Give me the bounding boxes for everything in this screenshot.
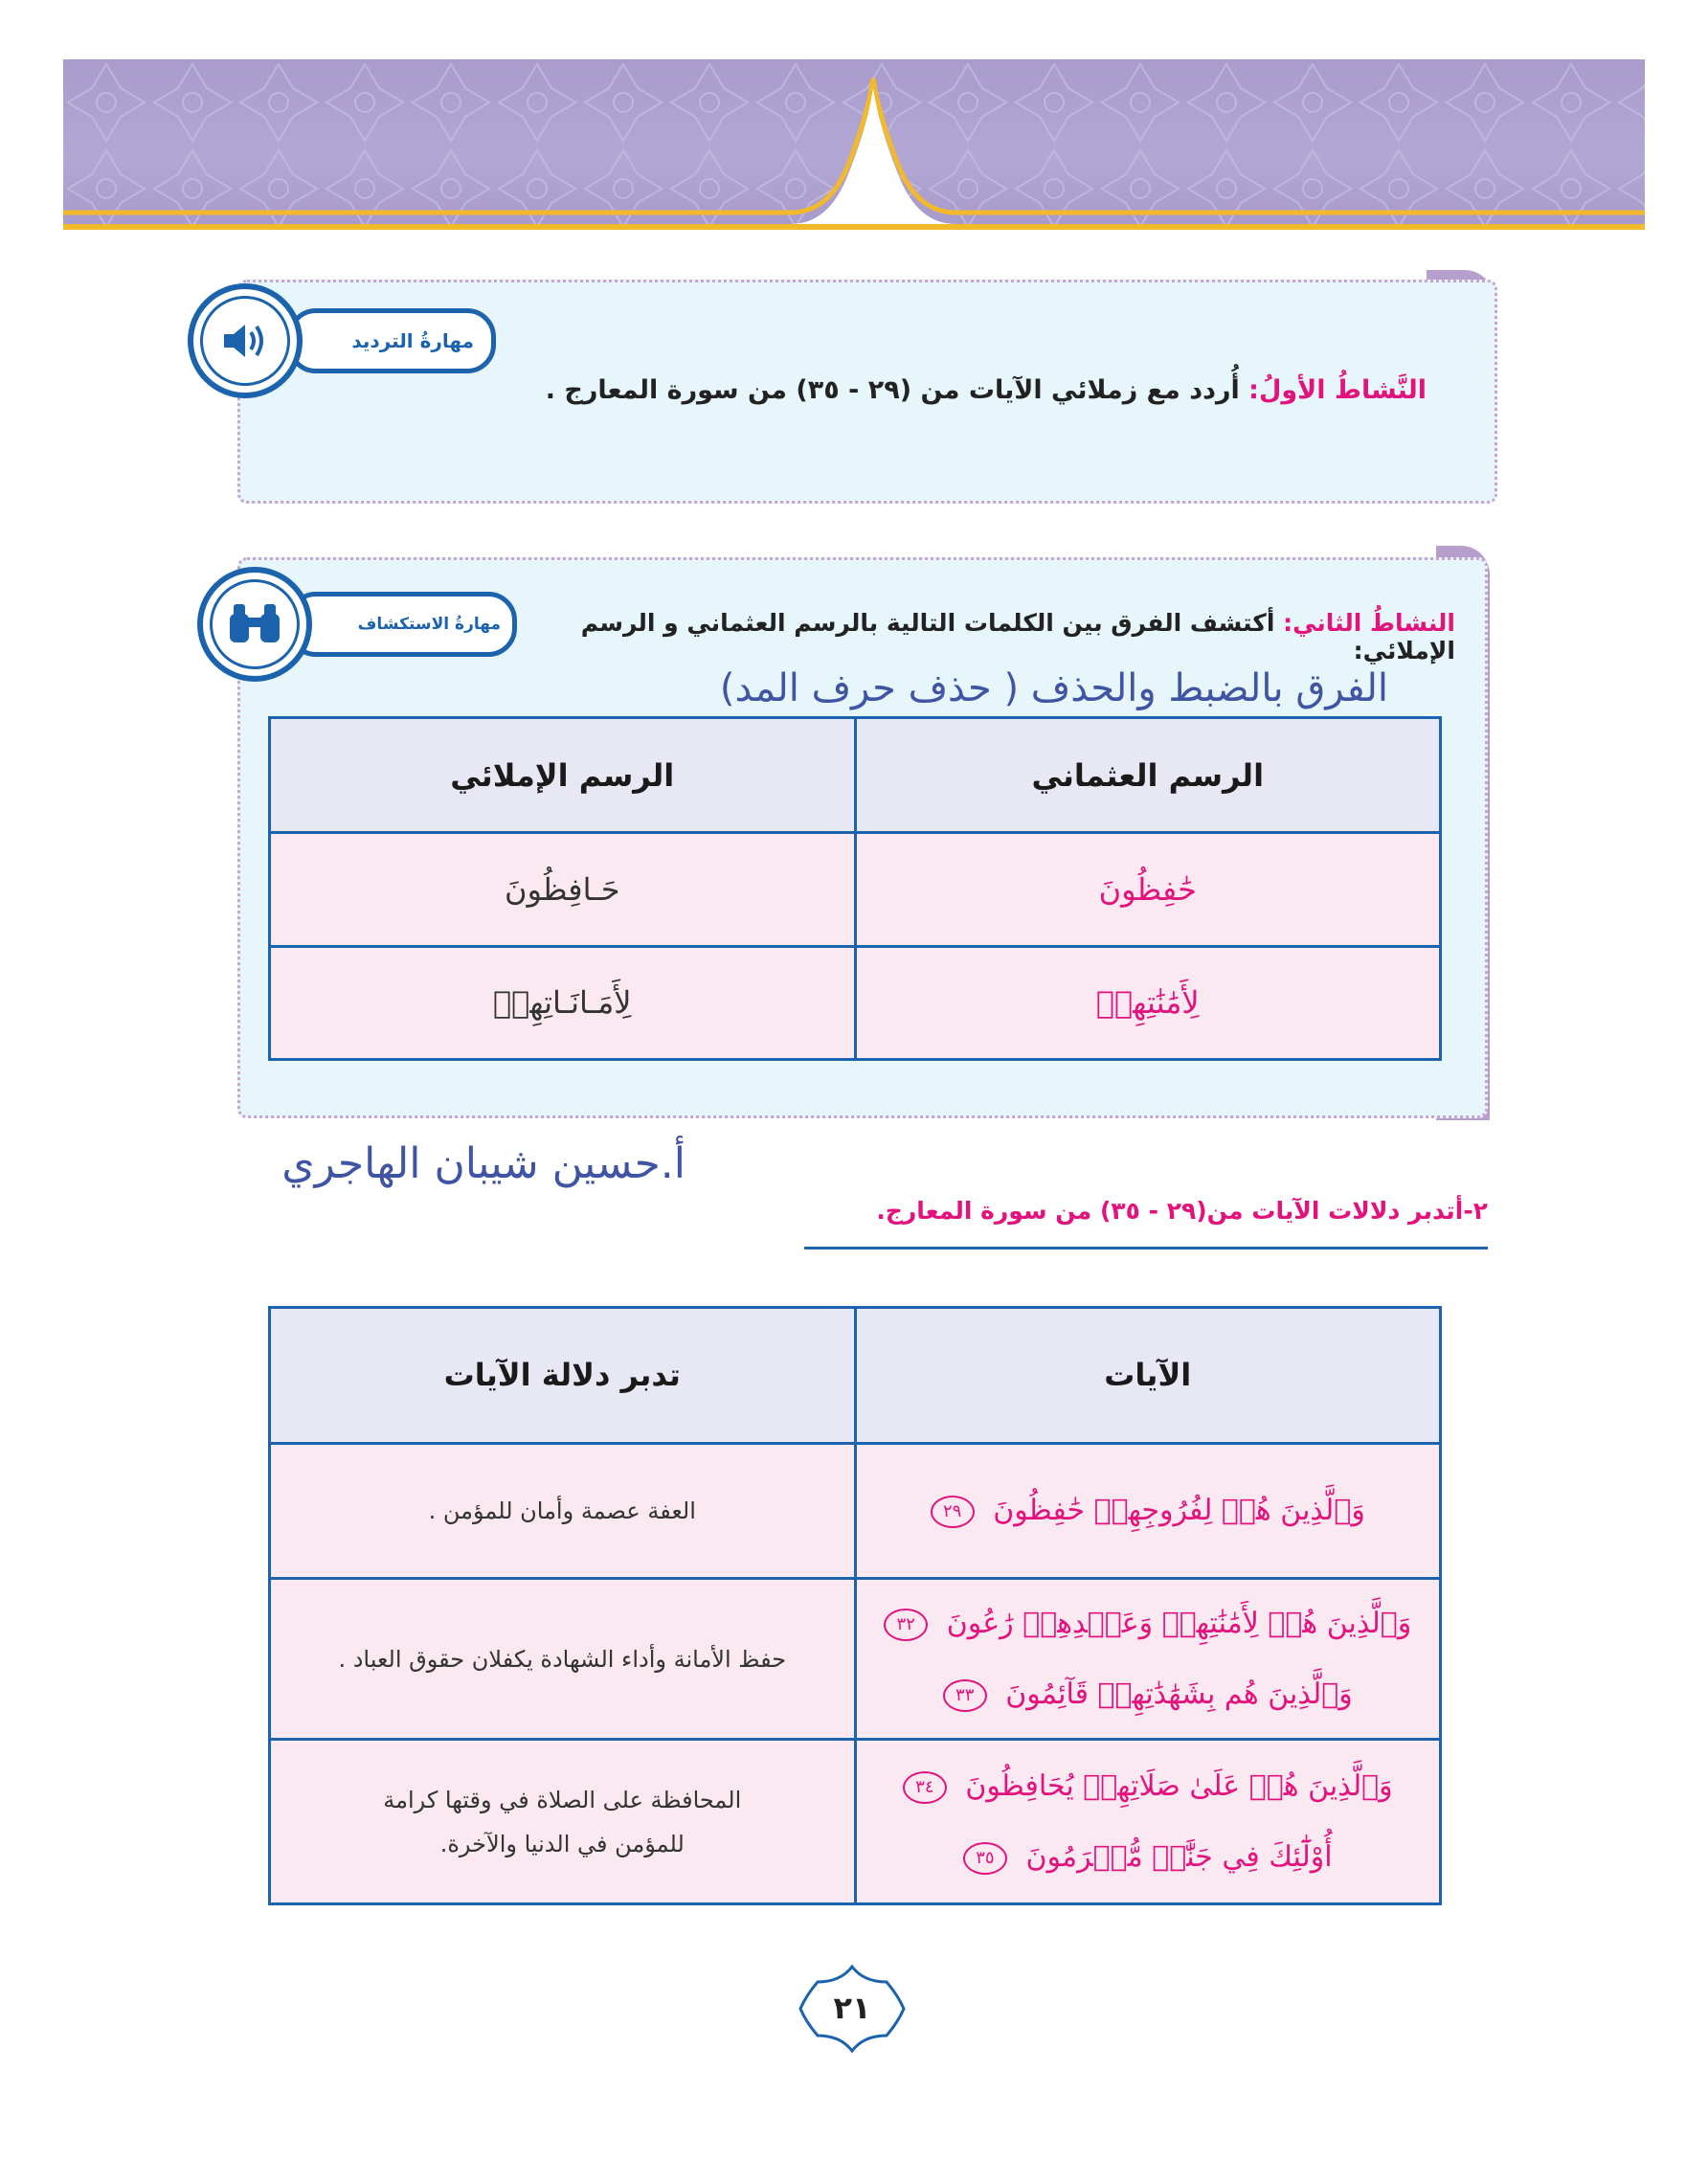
- verses-cell: [855, 1579, 1441, 1740]
- meaning-cell: [270, 1579, 856, 1740]
- banner-ornament: [63, 59, 1645, 224]
- verse-text: وَٱلَّذِينَ هُمۡ عَلَىٰ صَلَاتِهِمۡ يُحَافِظُونَ: [965, 1768, 1393, 1803]
- ayah-number: ٣٤: [903, 1771, 947, 1804]
- table-row: [270, 1740, 1441, 1904]
- table-header-row: [270, 1308, 1441, 1444]
- verse-line: [876, 1822, 1421, 1893]
- meaning-text: المحافظة على الصلاة في وقتها كرامة: [383, 1786, 742, 1813]
- verse-line: [876, 1659, 1421, 1730]
- header-meaning: تدبر دلالة الآيات: [270, 1308, 856, 1444]
- activity1-text: أُردد مع زملائي الآيات من (٢٩ - ٣٥) من سورة المعارج .: [545, 375, 1240, 405]
- meaning-text: للمؤمن في الدنيا والآخرة.: [439, 1830, 685, 1857]
- uthmani-word: حَٰفِظُونَ: [855, 833, 1441, 946]
- verses-cell: [855, 1740, 1441, 1904]
- activity1-label: النَّشاطُ الأولُ:: [1248, 375, 1427, 405]
- verse-text: وَٱلَّذِينَ هُمۡ لِأَمَٰنَٰتِهِمۡ وَعَهۡدِهِمۡ رَٰعُونَ: [946, 1606, 1412, 1640]
- meaning-cell: [270, 1740, 856, 1904]
- page-number-badge: [795, 1963, 910, 2055]
- binoculars-icon-badge: [197, 567, 312, 682]
- binoculars-icon: [224, 600, 285, 648]
- activity2-label: النشاطُ الثاني:: [1283, 609, 1455, 637]
- page-number: ٢١: [833, 1990, 871, 2026]
- meaning-text: حفظ الأمانة وأداء الشهادة يكفلان حقوق العباد .: [338, 1645, 787, 1673]
- table-row: [270, 833, 1441, 946]
- handwritten-note: الفرق بالضبط والحذف ( حذف حرف المد): [719, 666, 1388, 710]
- verses-cell: [855, 1443, 1441, 1579]
- header-uthmani: الرسم العثماني: [855, 718, 1441, 833]
- speaker-icon-badge: [188, 283, 303, 398]
- meaning-cell: [270, 1443, 856, 1579]
- header-imlai: الرسم الإملائي: [270, 718, 856, 833]
- skill-label: مهارةُ الاستكشاف: [357, 615, 501, 634]
- table-row: [270, 1443, 1441, 1579]
- ayah-number: ٣٥: [963, 1842, 1007, 1875]
- skill-badge-exploration: [287, 592, 517, 657]
- skill-label: مهارةُ الترديد: [351, 329, 474, 352]
- script-comparison-table: [268, 716, 1442, 1061]
- header-verses: الآيات: [855, 1308, 1441, 1444]
- meaning-text: العفة عصمة وأمان للمؤمن .: [428, 1497, 696, 1524]
- verse-text: وَٱلَّذِينَ هُمۡ لِفُرُوجِهِمۡ حَٰفِظُونَ: [993, 1493, 1365, 1527]
- verse-text: أُوْلَٰٓئِكَ فِي جَنَّٰتٖ مُّكۡرَمُونَ: [1025, 1839, 1333, 1874]
- speaker-icon: [216, 317, 274, 365]
- table-row: [270, 946, 1441, 1059]
- section2-heading: ٢-أتدبر دلالات الآيات من(٢٩ - ٣٥) من سورة المعارج.: [804, 1197, 1488, 1249]
- skill-badge-repetition: [287, 308, 496, 373]
- table-header-row: [270, 718, 1441, 833]
- author-note: أ.حسين شيبان الهاجري: [281, 1139, 685, 1188]
- activity2-instruction: [532, 609, 1455, 664]
- activity1-instruction: [536, 375, 1427, 423]
- activity2-text: أكتشف الفرق بين الكلمات التالية بالرسم العثماني و الرسم الإملائي:: [580, 609, 1455, 664]
- verse-text: وَٱلَّذِينَ هُم بِشَهَٰدَٰتِهِمۡ قَآئِمُونَ: [1005, 1677, 1353, 1711]
- verse-line: [876, 1588, 1421, 1659]
- imlai-word: حَـافِظُونَ: [270, 833, 856, 946]
- verse-line: [876, 1751, 1421, 1822]
- ayah-number: ٢٩: [931, 1496, 975, 1528]
- imlai-word: لِأَمَـانَـاتِهِمۡ: [270, 946, 856, 1059]
- reflection-table: [268, 1306, 1442, 1905]
- uthmani-word: لِأَمَٰنَٰتِهِمۡ: [855, 946, 1441, 1059]
- table-row: [270, 1579, 1441, 1740]
- ayah-number: ٣٢: [884, 1609, 928, 1641]
- ayah-number: ٣٣: [943, 1679, 987, 1712]
- header-banner: [63, 59, 1645, 230]
- verse-line: [876, 1475, 1421, 1546]
